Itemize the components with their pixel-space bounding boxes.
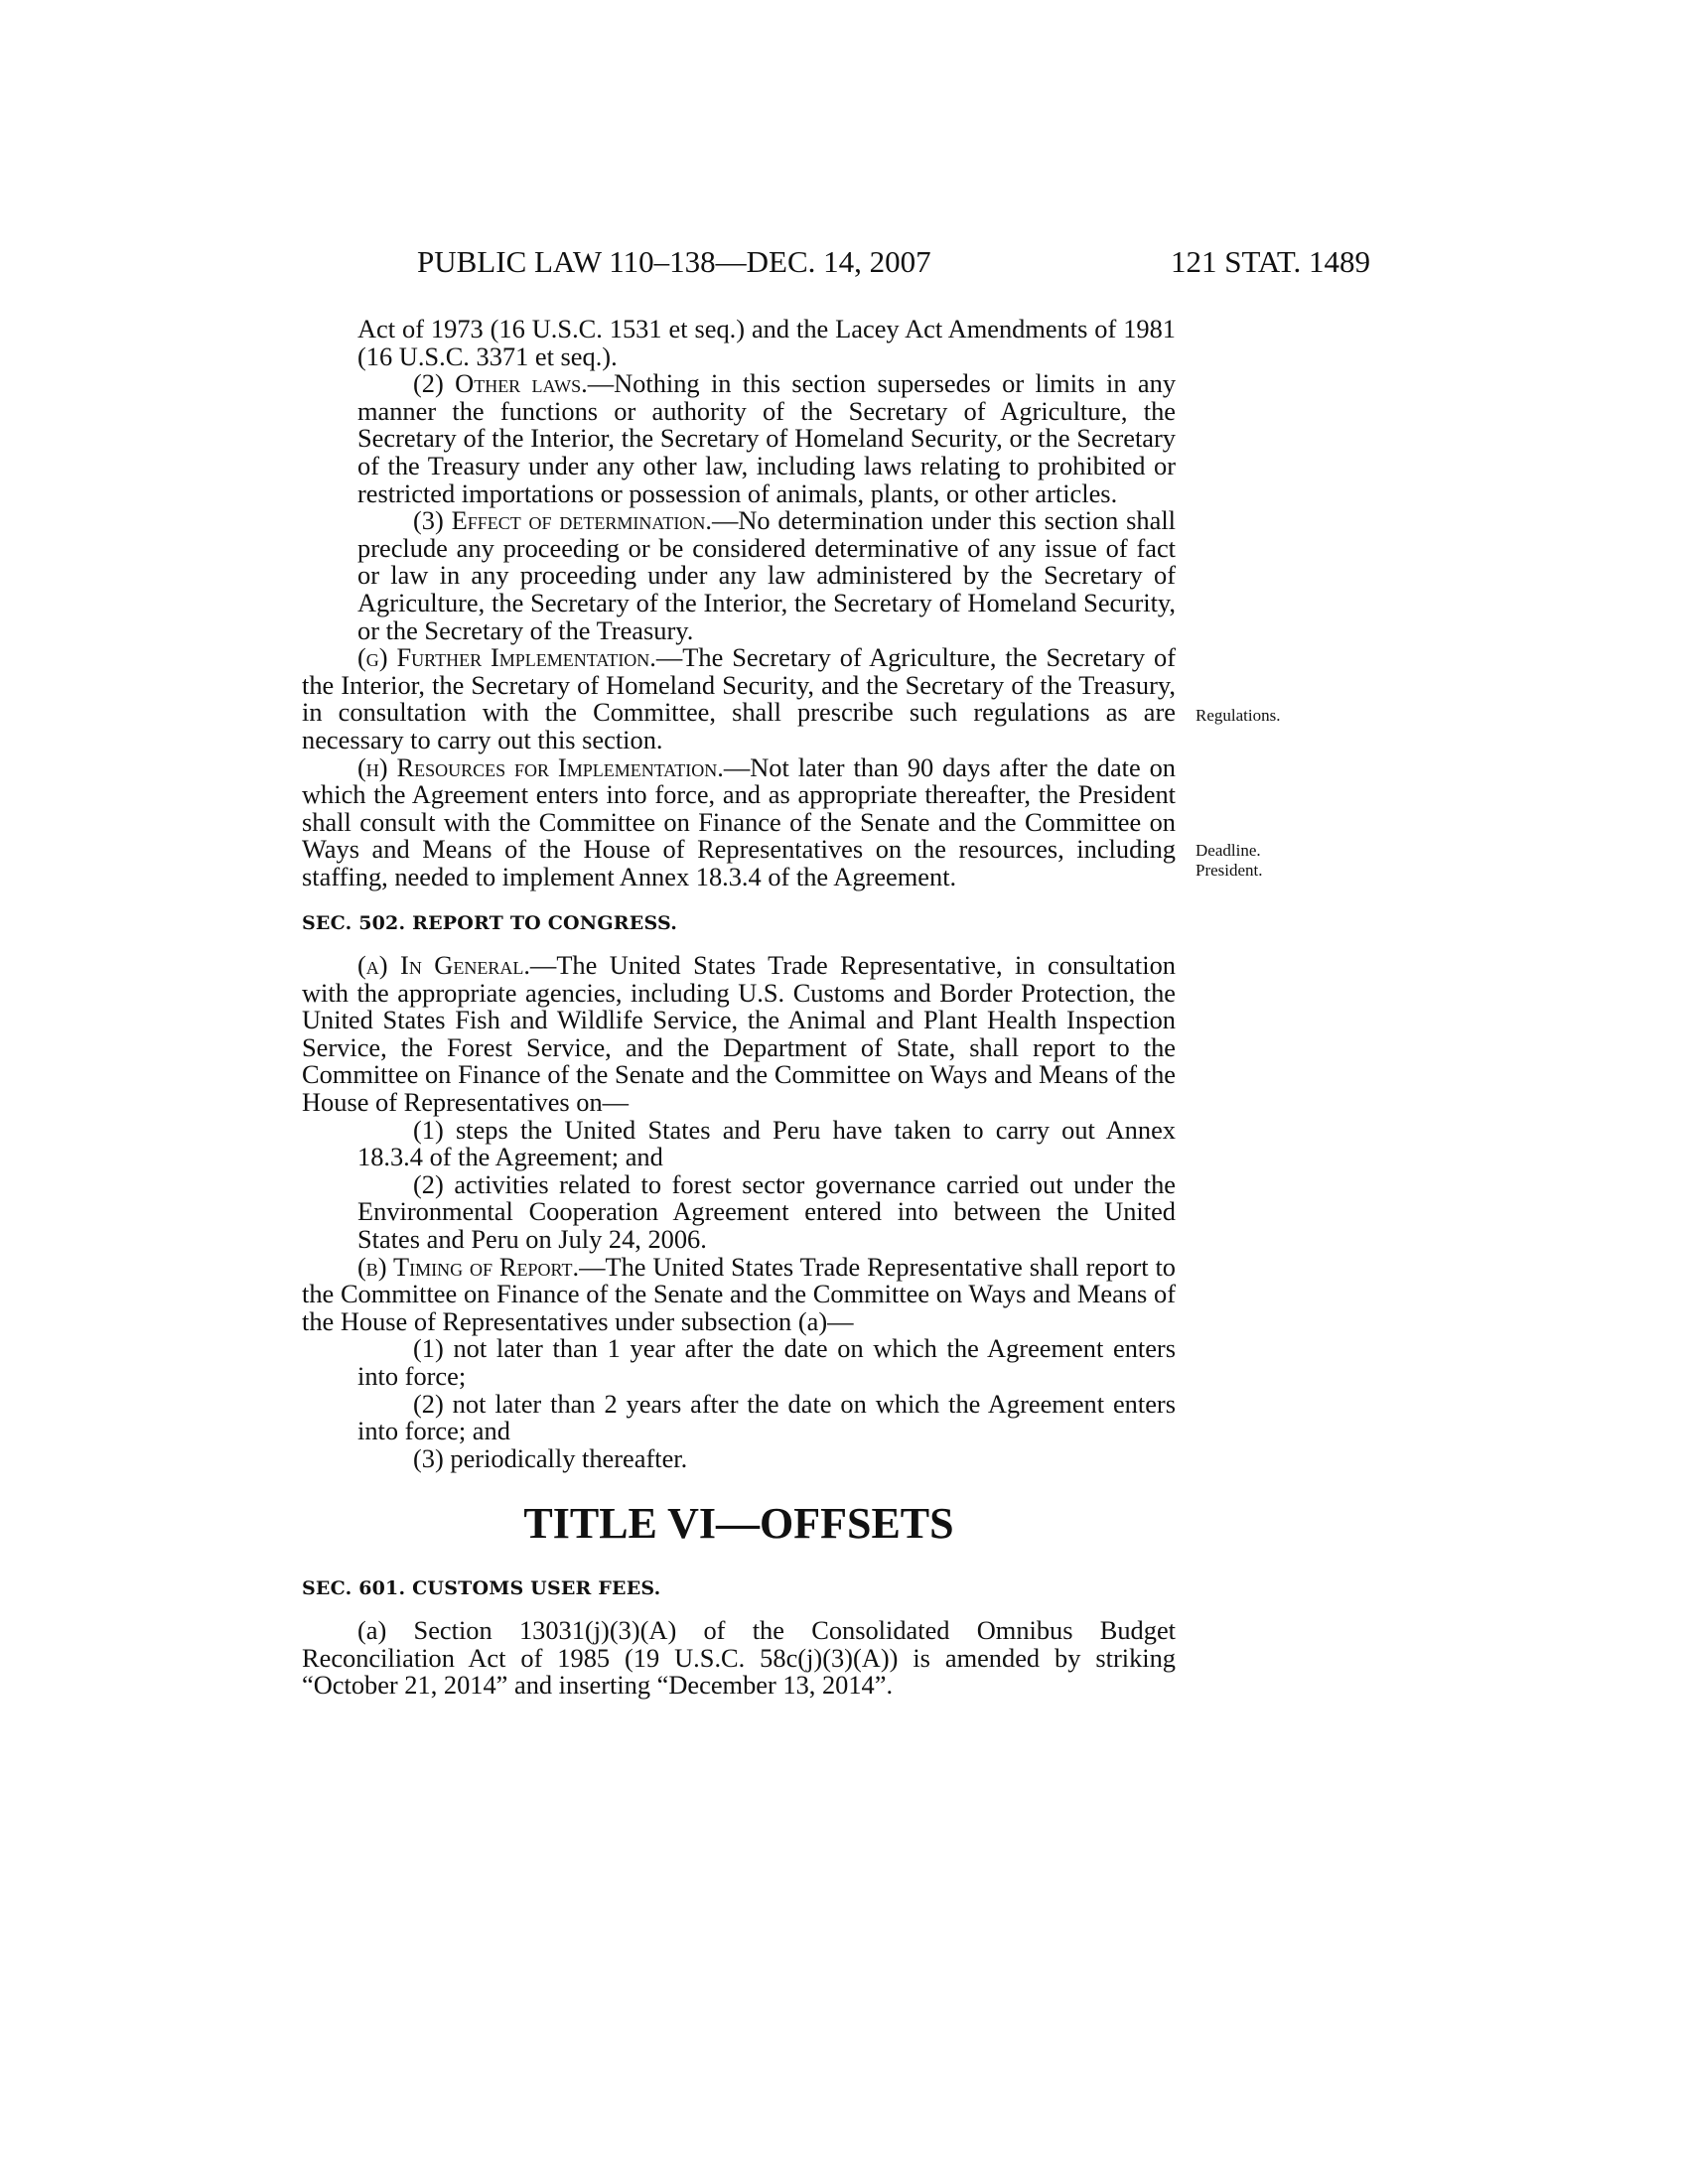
section-601-subsection-a: (a) Section 13031(j)(3)(A) of the Consolidated Omnibus Budget Reconciliation Act of 1985 (19 U.S.C. 58c(j)(3)(A)) is amended by striking “October 21, 2014” and inserting “December 13, 2014”. xyxy=(302,1614,1176,1701)
paragraph-effect-of-determination xyxy=(302,507,1176,644)
margin-note-president: President. xyxy=(1196,861,1263,880)
paragraph-a1: (1) steps the United States and Peru have taken to carry out Annex 18.3.4 of the Agreement; and xyxy=(357,1114,1176,1172)
subsection-heading: (a) In General. xyxy=(357,950,530,981)
margin-note-deadline: Deadline. xyxy=(1196,841,1261,860)
paragraph-continued: Act of 1973 (16 U.S.C. 1531 et seq.) and the Lacey Act Amendments of 1981 (16 U.S.C. 3371 et seq.). xyxy=(357,314,1176,371)
subsection-text: —Not later than 90 days after the date on which the Agreement enters into force, and as appropriate thereafter, the President shall consult with the Committee on Finance of the Senate and the Committee on Ways and Means of the House of Representatives on the resources, including staffing, needed to implement Annex 18.3.4 of the Agreement. xyxy=(302,751,1176,891)
section-502-heading: SEC. 502. REPORT TO CONGRESS. xyxy=(302,912,678,935)
document-body xyxy=(302,316,1176,1700)
subsection-a xyxy=(302,952,1176,1117)
paragraph-text: —No determination under this section shall preclude any proceeding or be considered determinative of any issue of fact or law in any proceeding under any law administered by the Secretary of Agriculture, the Secretary of the Interior, the Secretary of Homeland Security, or the Secretary of the Treasury. xyxy=(357,505,1177,645)
paragraph-other-laws xyxy=(302,370,1176,507)
running-head xyxy=(298,244,1370,284)
subsection-heading: (h) Resources for Implementation. xyxy=(357,751,724,782)
paragraph-heading: (2) Other laws. xyxy=(413,368,588,399)
subsection-heading: (b) Timing of Report. xyxy=(357,1251,580,1282)
paragraph-b2: (2) not later than 2 years after the date on which the Agreement enters into force; and xyxy=(357,1388,1176,1446)
paragraph-heading: (3) Effect of determination. xyxy=(413,505,712,536)
paragraph-a2: (2) activities related to forest sector governance carried out under the Environmental Cooperation Agreement entered into between the United States and Peru on July 24, 2006. xyxy=(357,1168,1176,1254)
subsection-heading: (g) Further Implementation. xyxy=(357,642,656,673)
margin-note-regulations: Regulations. xyxy=(1196,706,1281,725)
statute-page-number: 121 STAT. 1489 xyxy=(1170,244,1370,279)
subsection-text: —The United States Trade Representative shall report to the Committee on Finance of the Senate and the Committee on Ways and Means of the House of Representatives under subsection (a)— xyxy=(302,1251,1176,1336)
title-vi-heading: TITLE VI—OFFSETS xyxy=(523,1499,954,1549)
paragraph-b3: (3) periodically thereafter. xyxy=(413,1442,688,1473)
law-title: PUBLIC LAW 110–138—DEC. 14, 2007 xyxy=(417,244,931,279)
section-601-heading: SEC. 601. CUSTOMS USER FEES. xyxy=(302,1577,661,1600)
subsection-g xyxy=(302,644,1176,753)
subsection-h xyxy=(302,751,1176,891)
paragraph-b1: (1) not later than 1 year after the date on which the Agreement enters into force; xyxy=(357,1333,1176,1391)
paragraph-text: —Nothing in this section supersedes or limits in any manner the functions or authority of the Secretary of Agriculture, the Secretary of the Interior, the Secretary of Homeland Security, or the Secretary of the Treasury under any other law, including laws relating to prohibited or restricted importations or possession of animals, plants, or other articles. xyxy=(357,368,1177,508)
subsection-b xyxy=(302,1251,1176,1336)
subsection-text: —The United States Trade Representative, in consultation with the appropriate agencies, including U.S. Customs and Border Protection, the United States Fish and Wildlife Service, the Animal and Plant Health Inspection Service, the Forest Service, and the Department of State, shall report to the Committee on Finance of the Senate and the Committee on Ways and Means of the House of Representatives on— xyxy=(302,950,1176,1118)
subsection-text: —The Secretary of Agriculture, the Secretary of the Interior, the Secretary of Homeland Security, and the Secretary of the Treasury, in consultation with the Committee, shall prescribe such regulations as are necessary to carry out this section. xyxy=(302,642,1176,754)
